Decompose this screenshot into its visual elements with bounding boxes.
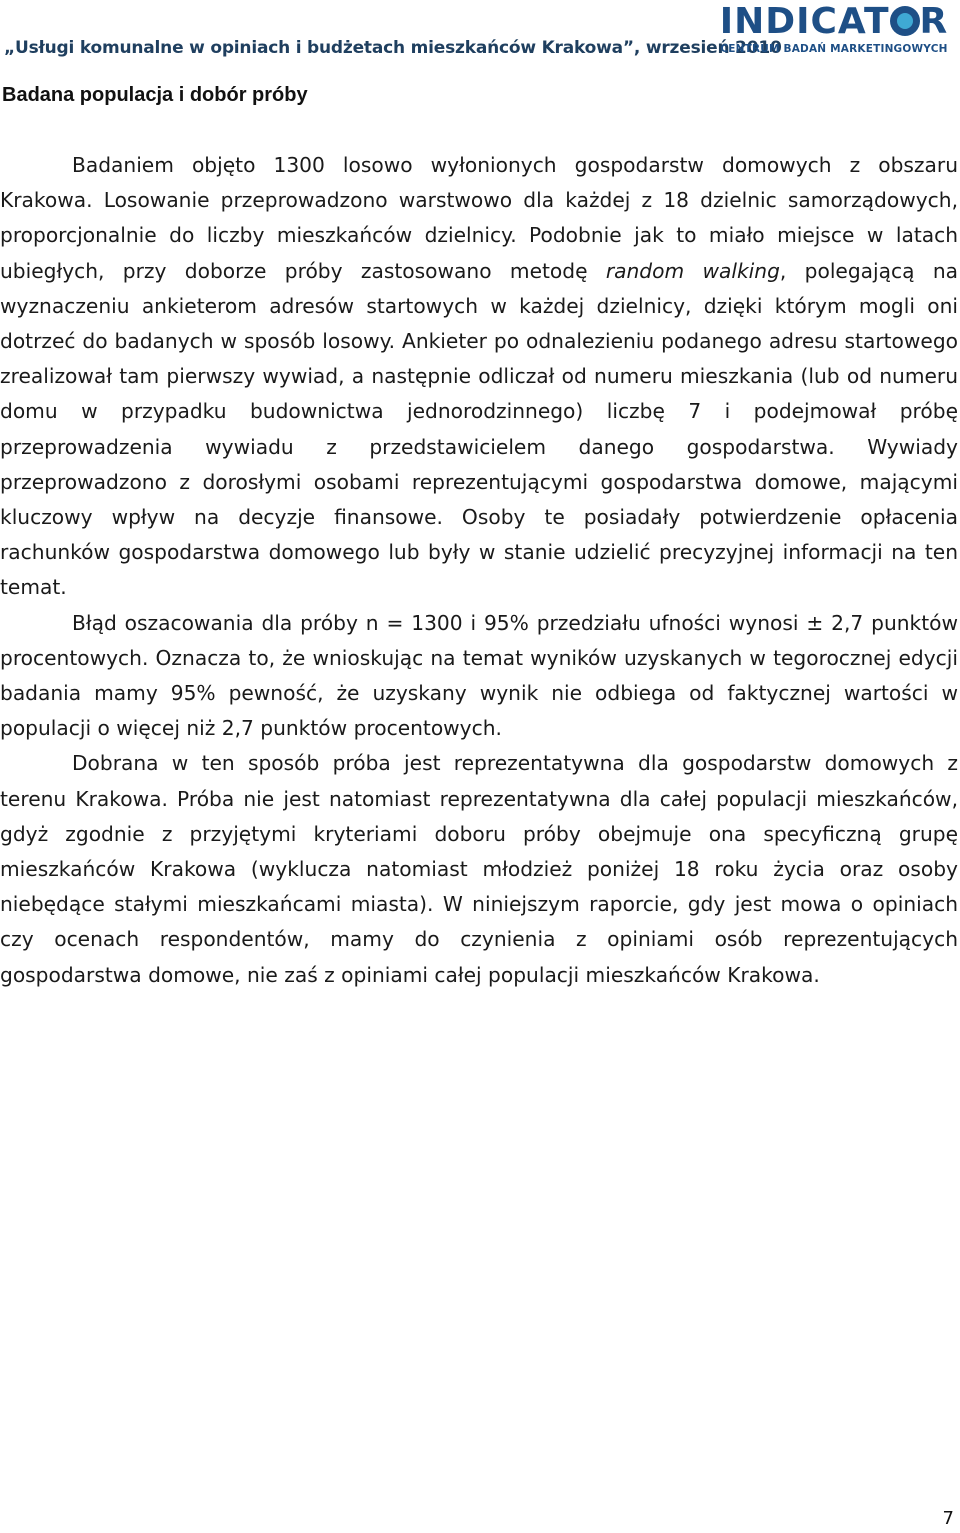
paragraph-estimation-error: Błąd oszacowania dla próby n = 1300 i 95% przedziału ufności wynosi ± 2,7 punktów procentowych. Oznacza to, że wnioskując na temat wyników uzyskanych w tegorocznej edycji badania mamy 95% pewność, że uzyskany wynik nie odbiega od faktycznej wartości w populacji o więcej niż 2,7 punktów procentowych. [0, 610, 958, 741]
logo-wordmark [714, 1, 954, 42]
page-number: 7 [942, 1508, 954, 1529]
logo-word-start: INDICAT [719, 1, 890, 42]
paragraph-1-part-b: , polegającą na wyznaczeniu ankieterom adresów startowych w każdej dzielnicy, dzięki którym mogli oni dotrzeć do badanych w sposób losowy. Ankieter po odnalezieniu podanego adresu startowego zrealizował tam pierwszy wywiad, a następnie odliczał od numeru mieszkania (lub od numeru domu w przypadku budownictwa jednorodzinnego) liczbę 7 i podejmował próbę przeprowadzenia wywiadu z przedstawicielem danego gospodarstwa. Wywiady przeprowadzono z dorosłymi osobami reprezentującymi gospodarstwa domowe, mającymi kluczowy wpływ na decyzje finansowe. Osoby te posiadały potwierdzenie opłacenia rachunków gospodarstwa domowego lub były w stanie udzielić precyzyjnej informacji na ten temat. [0, 258, 958, 600]
logo-target-icon [890, 6, 920, 36]
body-text [0, 148, 958, 993]
indicator-logo [714, 1, 954, 58]
paragraph-representativeness: Dobrana w ten sposób próba jest reprezentatywna dla gospodarstw domowych z terenu Krakowa. Próba nie jest natomiast reprezentatywna dla całej populacji mieszkańców, gdyż zgodnie z przyjętymi kryteriami doboru próby obejmuje ona specyficzną grupę mieszkańców Krakowa (wyklucza natomiast młodzież poniżej 18 roku życia oraz osoby niebędące stałymi mieszkańcami miasta). W niniejszym raporcie, gdy jest mowa o opiniach czy ocenach respondentów, mamy do czynienia z opiniami osób reprezentujących gospodarstwa domowe, nie zaś z opiniami całej populacji mieszkańców Krakowa. [0, 751, 958, 987]
logo-word-end: R [919, 1, 949, 42]
paragraph-sampling-method [0, 148, 958, 606]
logo-subtitle: CENTRUM BADAŃ MARKETINGOWYCH [720, 43, 948, 55]
report-title: „Usługi komunalne w opiniach i budżetach mieszkańców Krakowa”, wrzesień 2010 [4, 38, 782, 58]
page-header [0, 0, 960, 62]
section-heading: Badana populacja i dobór próby [2, 84, 308, 106]
random-walking-term: random walking [605, 258, 780, 283]
paragraph-1-part-a: Badaniem objęto 1300 losowo wyłonionych gospodarstw domowych z obszaru Krakowa. Losowanie przeprowadzono warstwowo dla każdej z 18 dzielnic samorządowych, proporcjonalnie do liczby mieszkańców dzielnicy. Podobnie jak to miało miejsce w latach ubiegłych, przy doborze próby zastosowano metodę [0, 153, 958, 283]
